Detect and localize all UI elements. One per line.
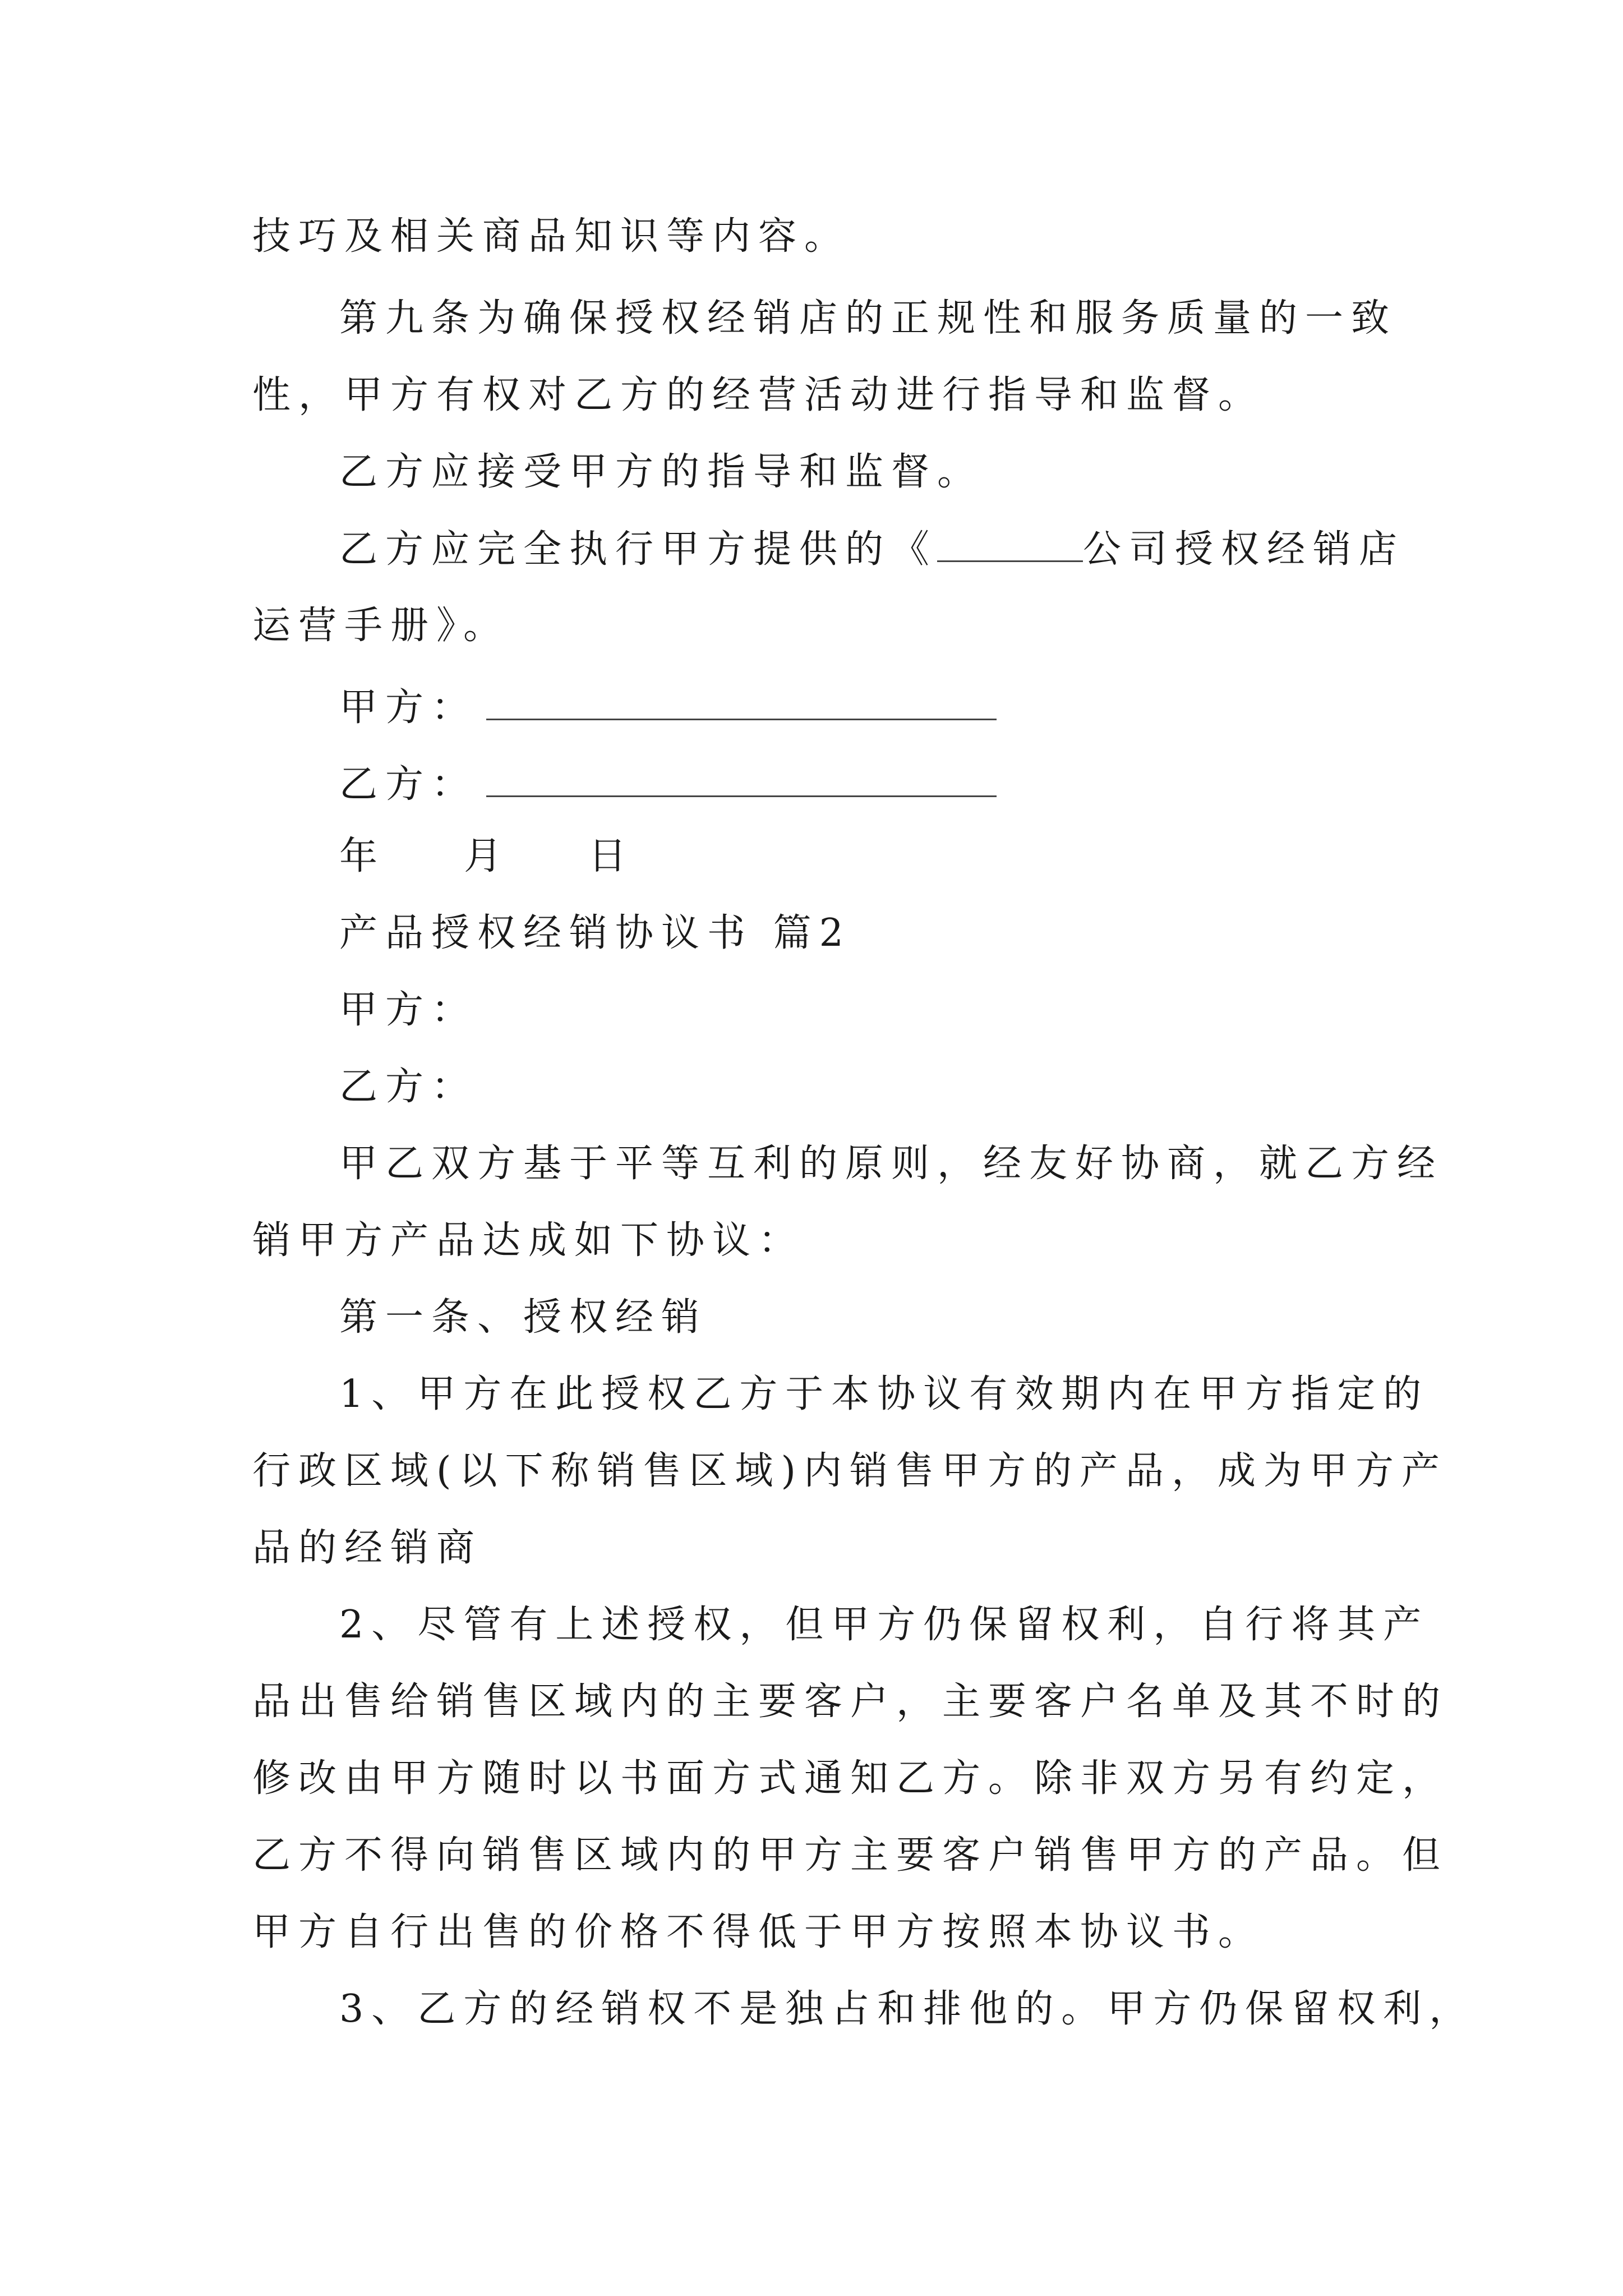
preamble-line-2: 销甲方产品达成如下协议： <box>252 1218 805 1263</box>
clause-1-line-1: 1、甲方在此授权乙方于本协议有效期内在甲方指定的 <box>339 1372 1430 1416</box>
party-b-label: 乙方： <box>339 1065 478 1109</box>
clause-3-line-1: 3、乙方的经销权不是独占和排他的。甲方仍保留权利， <box>339 1987 1476 2031</box>
clause-1-line-2: 行政区域(以下称销售区域)内销售甲方的产品，成为甲方产 <box>252 1449 1448 1493</box>
manual-clause-text-a: 乙方应完全执行甲方提供的《 <box>339 527 938 572</box>
paragraph-line: 技巧及相关商品知识等内容。 <box>252 214 851 259</box>
paragraph-line: 运营手册》。 <box>252 604 510 648</box>
party-b-label: 乙方： <box>339 762 478 807</box>
clause-2-line-4: 乙方不得向销售区域内的甲方主要客户销售甲方的产品。但 <box>252 1833 1449 1878</box>
clause-1-line-3: 品的经销商 <box>252 1526 483 1570</box>
article-nine-line-2: 性，甲方有权对乙方的经营活动进行指导和监督。 <box>252 373 1265 417</box>
date-month-label: 月 <box>464 834 510 878</box>
clause-2-line-3: 修改由甲方随时以书面方式通知乙方。除非双方另有约定， <box>252 1756 1449 1801</box>
article-one-heading: 第一条、授权经销 <box>339 1295 708 1340</box>
clause-2-line-1: 2、尽管有上述授权，但甲方仍保留权利，自行将其产 <box>339 1603 1430 1647</box>
date-year-label: 年 <box>339 834 386 878</box>
party-b-signature-line <box>486 757 997 797</box>
company-name-blank <box>937 527 1083 562</box>
section-heading: 产品授权经销协议书 篇2 <box>339 911 851 955</box>
party-a-label: 甲方： <box>339 988 478 1032</box>
manual-clause-line <box>339 527 1405 572</box>
date-day-label: 日 <box>588 834 635 878</box>
party-a-signature-row <box>339 680 997 730</box>
preamble-line-1: 甲乙双方基于平等互利的原则，经友好协商，就乙方经 <box>339 1142 1444 1186</box>
manual-clause-text-b: 公司授权经销店 <box>1083 527 1405 572</box>
article-nine-line-1: 第九条为确保授权经销店的正规性和服务质量的一致 <box>339 296 1398 341</box>
date-row <box>339 834 634 879</box>
party-a-label: 甲方： <box>339 685 478 730</box>
party-b-signature-row <box>339 757 997 807</box>
paragraph-line: 乙方应接受甲方的指导和监督。 <box>339 450 984 494</box>
clause-2-line-5: 甲方自行出售的价格不得低于甲方按照本协议书。 <box>252 1910 1265 1954</box>
party-a-signature-line <box>486 680 997 720</box>
clause-2-line-2: 品出售给销售区域内的主要客户，主要客户名单及其不时的 <box>252 1680 1449 1724</box>
